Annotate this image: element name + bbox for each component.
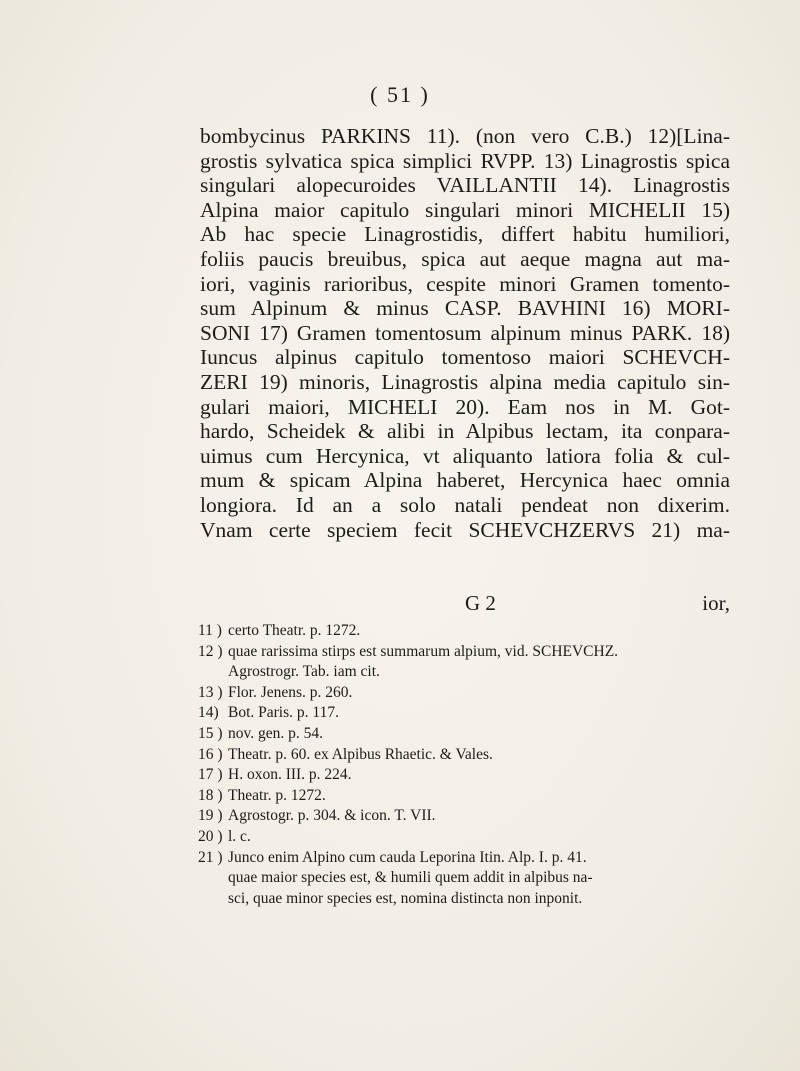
footnote-text: Theatr. p. 60. ex Alpibus Rhaetic. & Vales.: [228, 745, 493, 763]
footnote-text: Agrostrogr. Tab. iam cit.: [228, 663, 380, 681]
footnote: [198, 621, 738, 642]
text-line: grostis sylvatica spica simplici RVPP. 13) Linagrostis spica: [200, 148, 730, 173]
footnote-text: sci, quae minor species est, nomina distincta non inponit.: [228, 889, 583, 907]
footnote-text: nov. gen. p. 54.: [228, 724, 323, 742]
footnote-text: quae rarissima stirps est summarum alpium, vid. SCHEVCHZ.: [228, 642, 619, 660]
footnote-number: 14): [198, 704, 219, 722]
text-line: ZERI 19) minoris, Linagrostis alpina media capitulo sin-: [200, 369, 730, 394]
footnote: [198, 683, 738, 704]
text-line: singulari alopecuroides VAILLANTII 14). Linagrostis: [200, 173, 730, 198]
footnote: [198, 827, 738, 848]
text-line: gulari maiori, MICHELI 20). Eam nos in M. Got-: [200, 394, 730, 419]
footnote-number: 19 ): [198, 807, 223, 825]
footnote: [198, 806, 738, 827]
footnote-number: 17 ): [198, 766, 223, 784]
text-line: longiora. Id an a solo natali pendeat non dixerim.: [200, 492, 730, 517]
signature-mark: G 2: [465, 591, 496, 615]
footnote-number: 15 ): [198, 724, 223, 742]
text-line: Alpina maior capitulo singulari minori MICHELII 15): [200, 197, 730, 222]
footnote-text: Theatr. p. 1272.: [228, 786, 326, 804]
footnote-text: Agrostogr. p. 304. & icon. T. VII.: [228, 807, 436, 825]
text-line: foliis paucis breuibus, spica aut aeque magna aut ma-: [200, 246, 730, 271]
text-line: SONI 17) Gramen tomentosum alpinum minus PARK. 18): [200, 320, 730, 345]
footnote-number: 16 ): [198, 745, 223, 763]
page-number: ( 51 ): [370, 82, 430, 107]
footnote: [198, 642, 738, 663]
footnote-continuation: [198, 868, 738, 889]
text-line: mum & spicam Alpina haberet, Hercynica haec omnia: [200, 468, 730, 493]
footnote-text: quae maior species est, & humili quem addit in alpibus na-: [228, 869, 593, 887]
footnote-text: H. oxon. III. p. 224.: [228, 766, 352, 784]
text-line: Vnam certe speciem fecit SCHEVCHZERVS 21) ma-: [200, 517, 730, 542]
footnote-number: 18 ): [198, 786, 223, 804]
footnote: [198, 765, 738, 786]
footnote-number: 13 ): [198, 683, 223, 701]
footnote: [198, 724, 738, 745]
main-text: [200, 124, 730, 542]
footnote: [198, 786, 738, 807]
footnote-number: 21 ): [198, 848, 223, 866]
catchword: ior,: [702, 591, 730, 615]
text-line: Ab hac specie Linagrostidis, differt habitu humiliori,: [200, 222, 730, 247]
signature-line: [200, 591, 730, 615]
footnote-number: 11 ): [198, 622, 222, 639]
footnote: [198, 848, 738, 869]
text-line: Iuncus alpinus capitulo tomentoso maiori SCHEVCH-: [200, 345, 730, 370]
footnote-text: certo Theatr. p. 1272.: [228, 622, 361, 639]
footnote: [198, 703, 738, 724]
footnote-number: 12 ): [198, 642, 223, 660]
footnote: [198, 745, 738, 766]
footnote-text: l. c.: [228, 827, 251, 845]
text-line: hardo, Scheidek & alibi in Alpibus lectam, ita conpara-: [200, 419, 730, 444]
footnote-text: Flor. Jenens. p. 260.: [228, 683, 353, 701]
text-line: bombycinus PARKINS 11). (non vero C.B.) 12)[Lina-: [200, 124, 730, 148]
footnote-text: Junco enim Alpino cum cauda Leporina Itin. Alp. I. p. 41.: [228, 848, 587, 866]
text-line: iori, vaginis rarioribus, cespite minori Gramen tomento-: [200, 271, 730, 296]
footnote-continuation: [198, 662, 738, 683]
text-line: sum Alpinum & minus CASP. BAVHINI 16) MORI-: [200, 296, 730, 321]
footnotes: [198, 621, 738, 909]
footnote-text: Bot. Paris. p. 117.: [228, 704, 339, 722]
footnote-continuation: [198, 889, 738, 910]
text-line: uimus cum Hercynica, vt aliquanto latiora folia & cul-: [200, 443, 730, 468]
footnote-number: 20 ): [198, 827, 223, 845]
